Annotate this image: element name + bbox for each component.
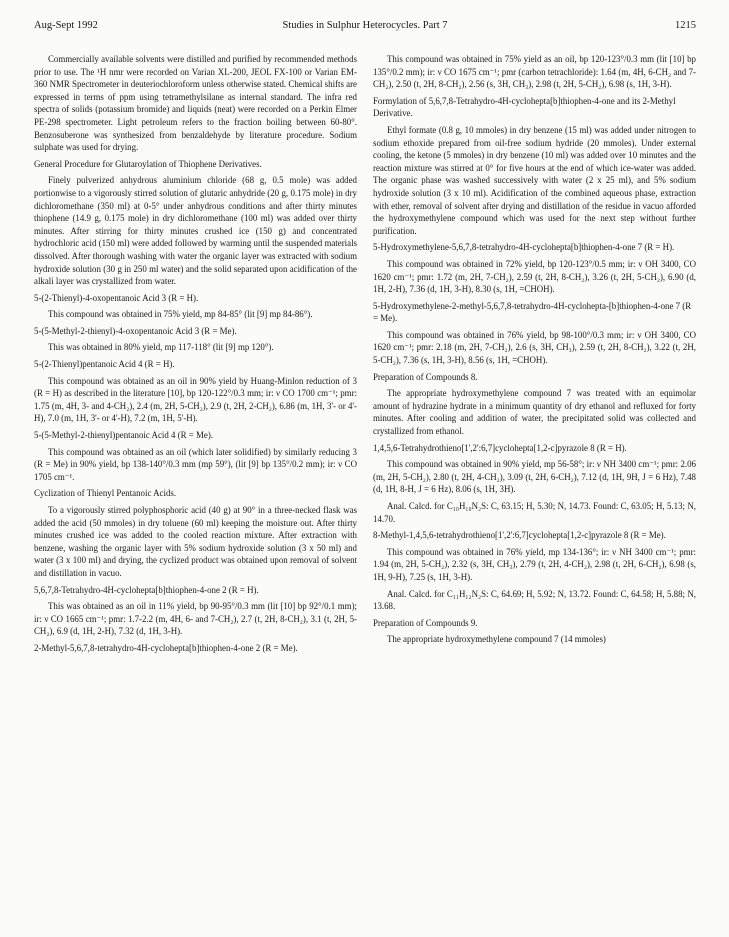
left-column (34, 53, 357, 659)
paragraph: Anal. Calcd. for C₁₁H₁₂N₂S: C, 64.69; H, 5.92; N, 13.72. Found: C, 64.58; H, 5.88; N, 13.68. (373, 588, 696, 612)
right-column (373, 53, 696, 650)
section-heading: Preparation of Compounds 9. (373, 617, 478, 628)
section-heading: General Procedure for Glutaroylation of Thiophene Derivatives. (34, 158, 262, 169)
paragraph: The appropriate hydroxymethylene compound 7 was treated with an equimolar amount of hydrazine hydrate in a minimum quantity of dry ethanol and refluxed for forty minutes. After cooling and addition of water, the precipitated solid was collected and crystallized from ethanol. (373, 388, 696, 437)
page-number: 1215 (675, 20, 696, 31)
section-heading: 5,6,7,8-Tetrahydro-4H-cyclohepta[b]thiophen-4-one 2 (R = H). (34, 584, 259, 595)
paragraph: This compound was obtained as an oil in 90% yield by Huang-Minlon reduction of 3 (R = H) as described in the literature [10], bp 120-122°/0.3 mm; ir: ν CO 1700 cm⁻¹; pmr: 1.75 (m, 4H, 3- and 4-CH₂), 2.4 (m, 2H, 5-CH₂), 2.9 (t, 2H, 2-CH₂), 6.86 (m, 1H, 3'- or 4'-H), 7.0 (m, 1H, 3'- or 4'-H), 7.2 (m, 1H, 5'-H). (34, 375, 357, 424)
section-heading: Formylation of 5,6,7,8-Tetrahydro-4H-cyclohepta[b]thiophen-4-one and its 2-Methyl Derivative. (373, 95, 676, 119)
section-heading: 5-(2-Thienyl)-4-oxopentanoic Acid 3 (R = H). (34, 292, 199, 303)
paragraph: This compound was obtained in 76% yield, bp 98-100°/0.3 mm; ir: ν OH 3400, CO 1620 cm⁻¹; pmr: 2.18 (m, 2H, 7-CH₂), 2.6 (s, 3H, CH₃), 2.59 (t, 2H, 8-CH₂), 3.22 (t, 2H, 5-CH₂), 7.36 (s, 1H, 3-H), 8.56 (s, 1H, =CHOH). (373, 329, 696, 366)
paragraph: This compound was obtained in 76% yield, mp 134-136°; ir: ν NH 3400 cm⁻¹; pmr: 1.94 (m, 2H, 5-CH₂), 2.32 (s, 3H, CH₃), 2.79 (t, 2H, 4-CH₂), 2.98 (t, 2H, 6-CH₂), 6.98 (s, 1H, 9-H), 7.25 (s, 1H, 3-H). (373, 546, 696, 582)
paragraph: This was obtained in 80% yield, mp 117-118° (lit [9] mp 120°). (48, 342, 274, 353)
paragraph: This compound was obtained in 75% yield as an oil, bp 120-123°/0.3 mm (lit [10] bp 135°/0.2 mm); ir: ν CO 1675 cm⁻¹; pmr (carbon tetrachloride): 1.64 (m, 4H, 6-CH₂ and 7-CH₂), 2.50 (t, 2H, 8-CH₂), 2.56 (s, 3H, CH₃), 2.98 (t, 2H, 5-CH₂), 6.98 (s, 1H, 3-H). (373, 54, 696, 90)
section-heading: 5-Hydroxymethylene-2-methyl-5,6,7,8-tetrahydro-4H-cyclohepta-[b]thiophen-4-one 7 (R = Me). (373, 300, 692, 324)
paragraph: This compound was obtained in 72% yield, bp 120-123°/0.5 mm; ir: ν OH 3400, CO 1620 cm⁻¹; pmr: 1.72 (m, 2H, 7-CH₂), 2.59 (t, 2H, 8-CH₂), 3.26 (t, 2H, 5-CH₂), 6.90 (d, 1H, 2-H), 7.36 (d, 1H, 3-H), 8.30 (s, 1H, =CHOH). (373, 258, 696, 295)
paragraph: The appropriate hydroxymethylene compound 7 (14 mmoles) (387, 634, 606, 645)
paragraph: Anal. Calcd. for C₁₀H₁₀N₂S: C, 63.15; H, 5.30; N, 14.73. Found: C, 63.05; H, 5.13; N, 14.70. (373, 501, 696, 524)
section-heading: 2-Methyl-5,6,7,8-tetrahydro-4H-cyclohepta[b]thiophen-4-one 2 (R = Me). (34, 642, 298, 653)
paragraph: This was obtained as an oil in 11% yield, bp 90-95°/0.3 mm (lit [10] bp 92°/0.1 mm); ir: ν CO 1665 cm⁻¹; pmr: 1.7-2.2 (m, 4H, 6- and 7-CH₂), 2.7 (t, 2H, 8-CH₂), 3.1 (t, 2H, 5-CH₂), 6.9 (d, 1H, 2-H), 7.32 (d, 1H, 3-H). (34, 601, 357, 637)
section-heading: Cyclization of Thienyl Pentanoic Acids. (34, 488, 177, 499)
running-title: Studies in Sulphur Heterocycles. Part 7 (282, 20, 448, 31)
issue-date: Aug-Sept 1992 (34, 20, 98, 31)
paragraph: To a vigorously stirred polyphosphoric acid (40 g) at 90° in a three-necked flask was added the acid (50 mmoles) in dry toluene (60 ml) keeping the moisture out. After thirty minutes crushed ice was added to the cooled reaction mixture. After extraction with benzene, washing the organic layer with 5% sodium hydroxide solution (3 x 50 ml) and water (3 x 100 ml) and drying, the cyclized product was obtained upon removal of solvent and distillation in vacuo. (34, 505, 357, 578)
section-heading: 5-(5-Methyl-2-thienyl)pentanoic Acid 4 (R = Me). (34, 430, 214, 441)
section-heading: 8-Methyl-1,4,5,6-tetrahydrothieno[1',2':6,7]cyclohepta[1,2-c]pyrazole 8 (R = Me). (373, 530, 666, 541)
paragraph: This compound was obtained in 90% yield, mp 56-58°; ir: ν NH 3400 cm⁻¹; pmr: 2.06 (m, 2H, 5-CH₂), 2.80 (t, 2H, 4-CH₂), 3.09 (t, 2H, 6-CH₂), 7.12 (d, 1H, 9H, J = 6 Hz), 7.48 (d, 1H, 8-H, J = 6 Hz), 8.06 (s, 1H, 3H). (373, 459, 696, 495)
paragraph: This compound was obtained in 75% yield, mp 84-85° (lit [9] mp 84-86°). (48, 309, 313, 320)
paragraph: Finely pulverized anhydrous aluminium chloride (68 g, 0.5 mole) was added portionwise to a vigorously stirred solution of glutaric anhydride (20 g, 0.175 mole) in dry dichloromethane (350 ml) at 0-5° under anhydrous conditions and after thirty minutes thiophene (14.9 g, 0.175 mole) in dry dichloromethane (100 ml) was added over thirty minutes. After stirring for thirty minutes crushed ice (150 g) and concentrated hydrochloric acid (150 ml) were added followed by warming until the suspended materials dissolved. After thorough washing with water the organic layer was extracted with sodium hydroxide solution (30 g in 250 ml water) and the solid separated upon acidification of the alkali layer was crystallized from water. (34, 175, 357, 287)
paragraph: Commercially available solvents were distilled and purified by recommended methods prior to use. The ¹H nmr were recorded on Varian XL-200, JEOL FX-100 or Varian EM-360 NMR Spectrometer in deuteriochloroform unless otherwise stated. Chemical shifts are expressed in terms of ppm using tetramethylsilane as internal standard. The infra red spectra of solids (potassium bromide) and liquids (neat) were recorded on a Perkin Elmer PE-298 spectrometer. Light petroleum refers to the fraction boiling between 60-80°. Benzosuberone was synthesized from benzaldehyde by literature procedure. Sodium sulphate was used for drying. (34, 54, 357, 153)
section-heading: 5-(5-Methyl-2-thienyl)-4-oxopentanoic Acid 3 (R = Me). (34, 325, 237, 336)
running-header (34, 20, 696, 34)
paragraph: Ethyl formate (0.8 g, 10 mmoles) in dry benzene (15 ml) was added under nitrogen to sodium ethoxide prepared from oil-free sodium hydride (20 mmoles). Under external cooling, the ketone (5 mmoles) in dry benzene (10 ml) was added over 10 minutes and the reaction mixture was stirred at 0° for five hours at the end of which ice-water was added. The organic phase was washed successively with water (2 x 25 ml), and 5% sodium hydroxide solution (3 x 10 ml). Acidification of the combined aqueous phase, extraction with ether, removal of solvent after drying and distillation of the residue in vacuo afforded the hydroxymethylene compound which was used for the next step without further purification. (373, 124, 696, 236)
section-heading: 5-Hydroxymethylene-5,6,7,8-tetrahydro-4H-cyclohepta[b]thiophen-4-one 7 (R = H). (373, 242, 675, 253)
section-heading: 5-(2-Thienyl)pentanoic Acid 4 (R = H). (34, 359, 175, 370)
section-heading: 1,4,5,6-Tetrahydrothieno[1',2':6,7]cyclohepta[1,2-c]pyrazole 8 (R = H). (373, 442, 627, 453)
paragraph: This compound was obtained as an oil (which later solidified) by similarly reducing 3 (R = Me) in 90% yield, bp 138-140°/0.3 mm (mp 59°), (lit [9] bp 135°/0.2 mm); ir: ν CO 1705 cm⁻¹. (34, 446, 357, 482)
section-heading: Preparation of Compounds 8. (373, 371, 478, 382)
